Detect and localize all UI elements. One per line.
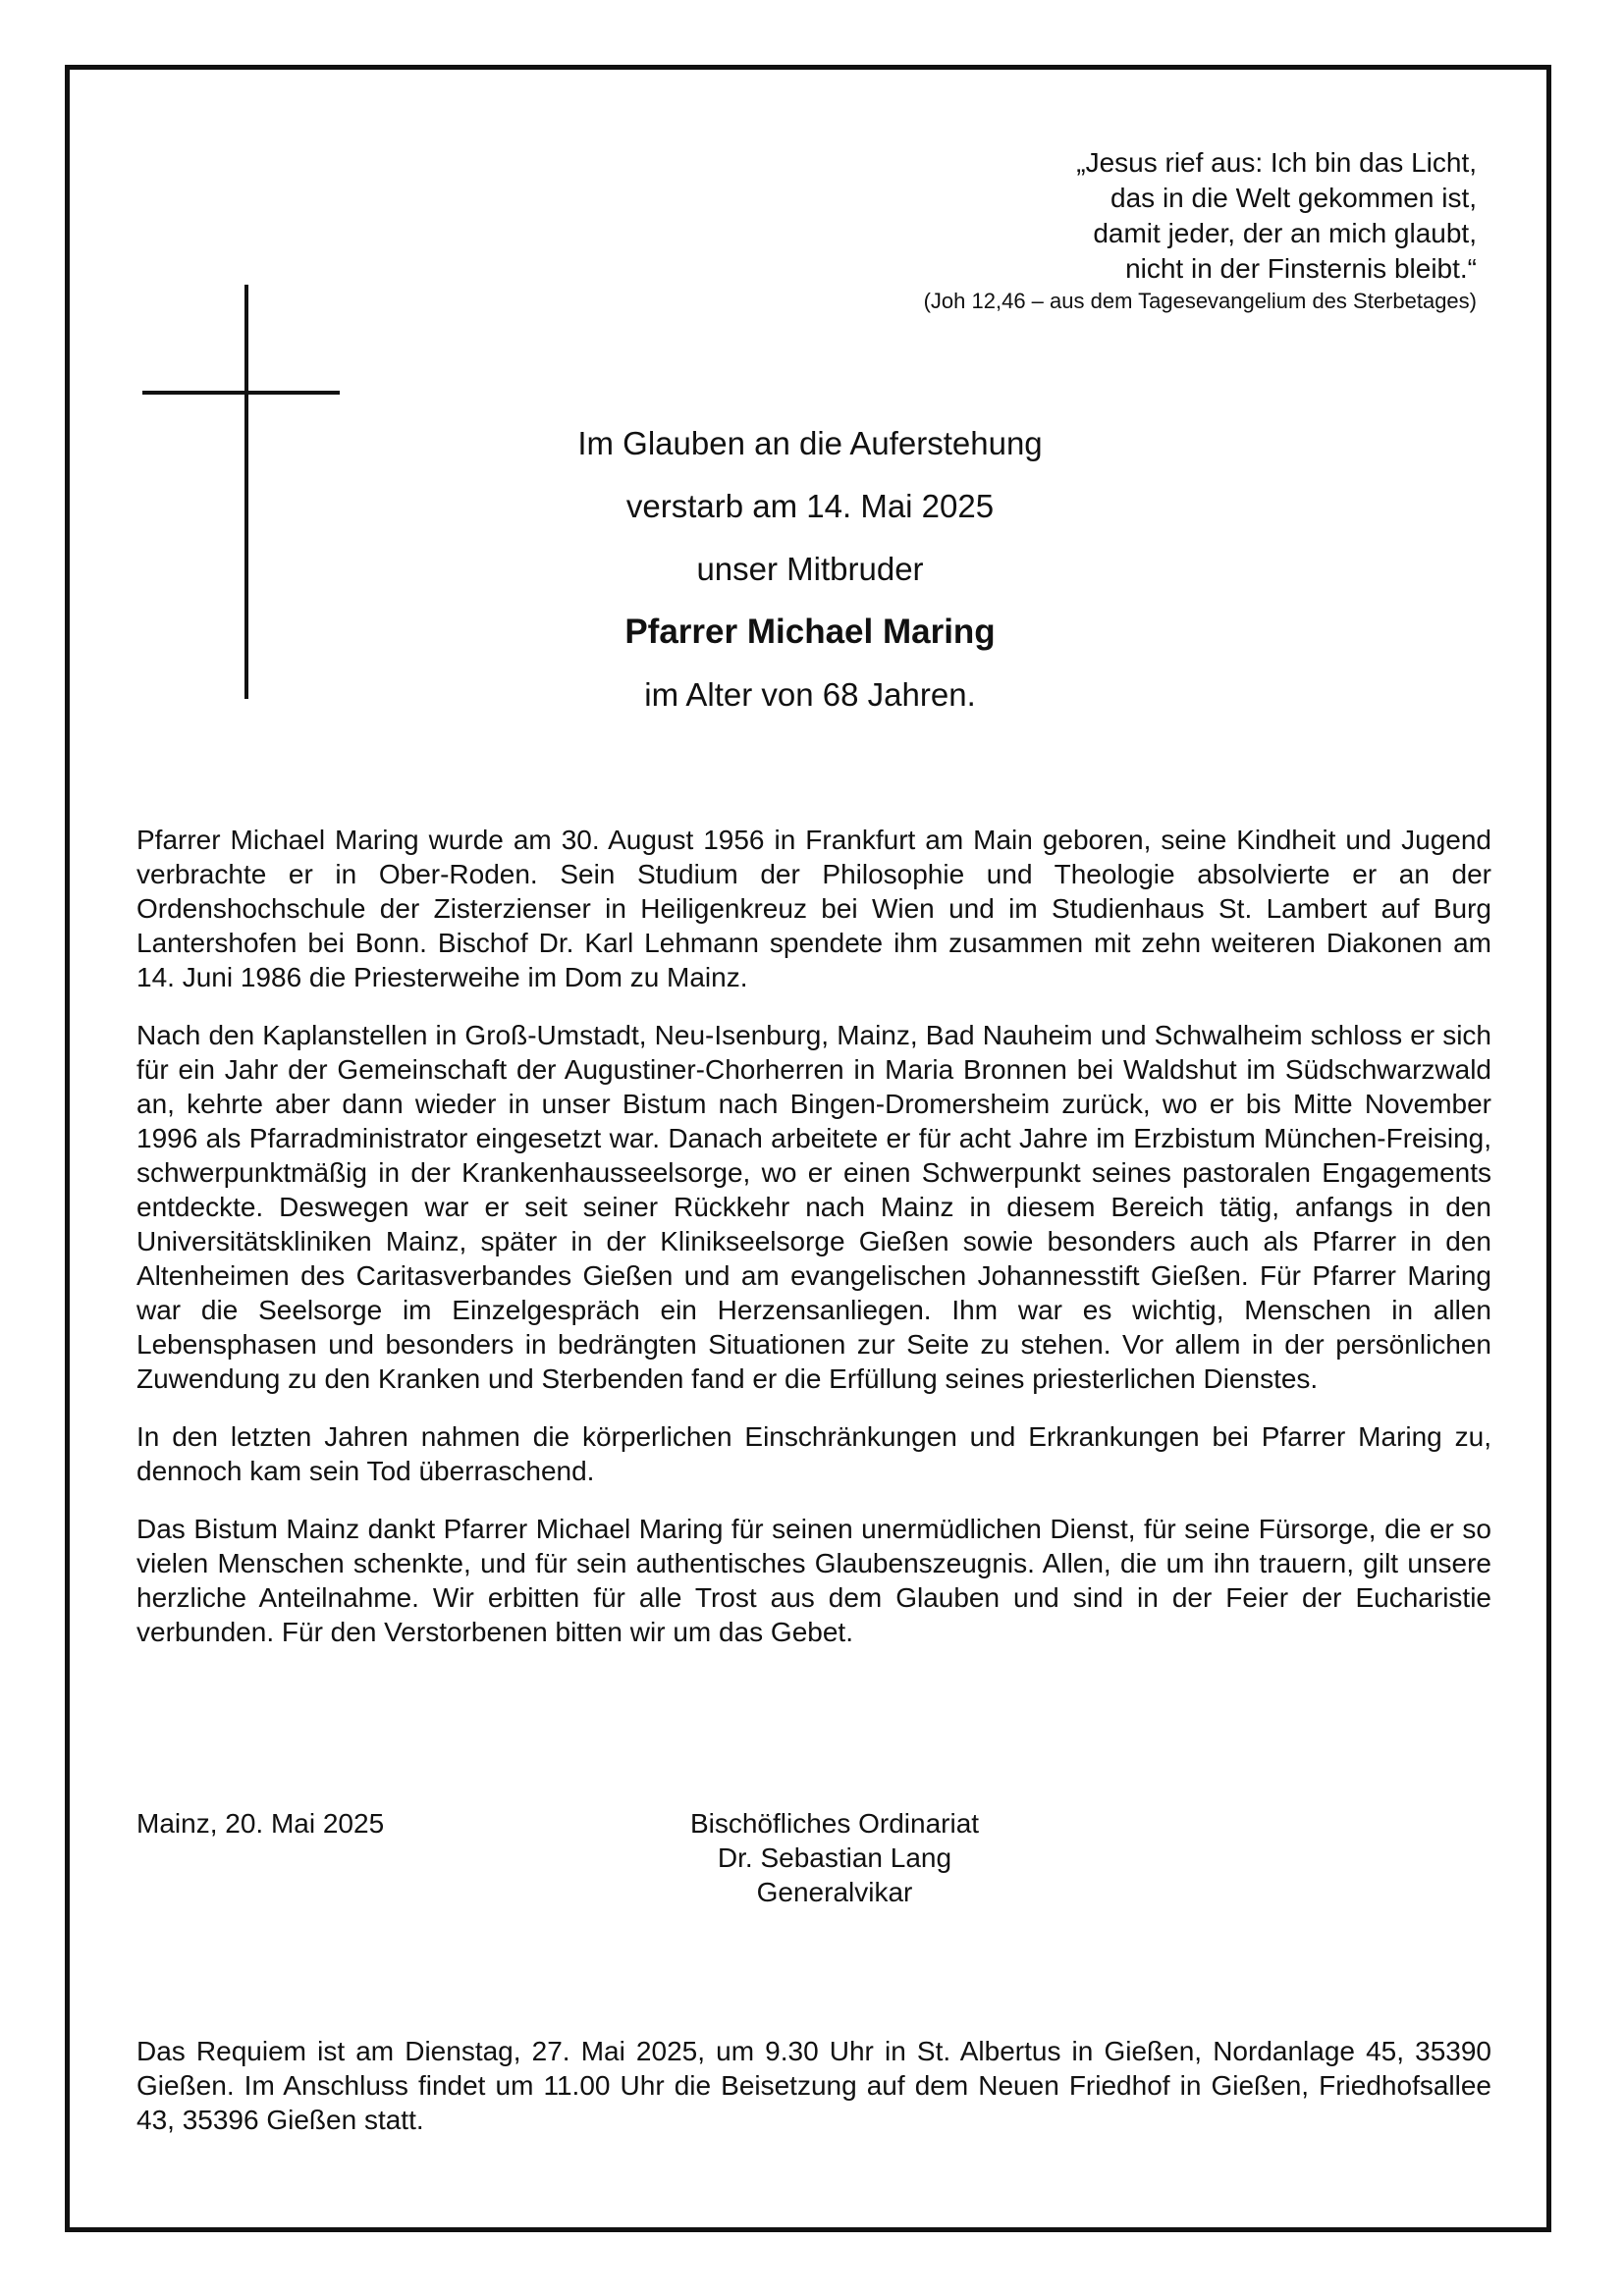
- announcement-line: Im Glauben an die Auferstehung: [577, 425, 1043, 461]
- death-announcement: [393, 412, 1227, 726]
- biography-paragraph: Nach den Kaplanstellen in Groß-Umstadt, Neu-Isenburg, Mainz, Bad Nauheim und Schwalheim schloss er sich für ein Jahr der Gemeinschaft der Augustiner-Chorherren in Maria Bronnen bei Waldshut im Südschwarzwald an, kehrte aber dann wieder in unser Bistum nach Bingen-Dromersheim zurück, wo er bis Mitte November 1996 als Pfarradministrator eingesetzt war. Danach arbeitete er für acht Jahre im Erzbistum München-Freising, schwerpunktmäßig in der Krankenhausseelsorge, wo er einen Schwerpunkt seines pastoralen Engagements entdeckte. Deswegen war er seit seiner Rückkehr nach Mainz in diesem Bereich tätig, anfangs in den Universitätskliniken Mainz, später in der Klinikseelsorge Gießen sowie besonders auch als Pfarrer in den Altenheimen des Caritasverbandes Gießen und am evangelischen Johannesstift Gießen. Für Pfarrer Maring war die Seelsorge im Einzelgespräch ein Herzensanliegen. Ihm war es wichtig, Menschen in allen Lebensphasen und besonders in bedrängten Situationen zur Seite zu stehen. Vor allem in der persönlichen Zuwendung zu den Kranken und Sterbenden fand er die Erfüllung seines priesterlichen Dienstes.: [136, 1020, 1491, 1394]
- cross-icon-vertical: [244, 285, 248, 699]
- quote-line: nicht in der Finsternis bleibt.“: [1125, 253, 1477, 284]
- signature-title: Generalvikar: [756, 1877, 913, 1907]
- signature-block: [628, 1806, 1041, 1909]
- signature-office: Bischöfliches Ordinariat: [689, 1808, 980, 1839]
- place-date: Mainz, 20. Mai 2025: [136, 1808, 385, 1839]
- cross-icon-horizontal: [142, 391, 340, 395]
- biography-paragraph: Pfarrer Michael Maring wurde am 30. August 1956 in Frankfurt am Main geboren, seine Kindheit und Jugend verbrachte er in Ober-Roden. Sein Studium der Philosophie und Theologie absolvierte er an der Ordenshochschule der Zisterzienser in Heiligenkreuz bei Wien und im Studienhaus St. Lambert auf Burg Lantershofen bei Bonn. Bischof Dr. Karl Lehmann spendete ihm zusammen mit zehn weiteren Diakonen am 14. Juni 1986 die Priesterweihe im Dom zu Mainz.: [136, 825, 1491, 992]
- bible-quote: [924, 145, 1477, 316]
- biography-paragraph: In den letzten Jahren nahmen die körperlichen Einschränkungen und Erkrankungen bei Pfarrer Maring zu, dennoch kam sein Tod überraschend.: [136, 1421, 1491, 1486]
- biography: [136, 823, 1491, 1673]
- requiem-notice: Das Requiem ist am Dienstag, 27. Mai 2025, um 9.30 Uhr in St. Albertus in Gießen, Nordanlage 45, 35390 Gießen. Im Anschluss findet um 11.00 Uhr die Beisetzung auf dem Neuen Friedhof in Gießen, Friedhofsallee 43, 35396 Gießen statt.: [136, 2036, 1491, 2135]
- announcement-date: verstarb am 14. Mai 2025: [625, 488, 995, 524]
- biography-paragraph: Das Bistum Mainz dankt Pfarrer Michael Maring für seinen unermüdlichen Dienst, für seine Fürsorge, die er so vielen Menschen schenkte, und für sein authentisches Glaubenszeugnis. Allen, die um ihn trauern, gilt unsere herzliche Anteilnahme. Wir erbitten für alle Trost aus dem Glauben und sind in der Feier der Eucharistie verbunden. Für den Verstorbenen bitten wir um das Gebet.: [136, 1514, 1491, 1647]
- announcement-line: unser Mitbruder: [696, 551, 924, 587]
- announcement-age: im Alter von 68 Jahren.: [644, 676, 976, 713]
- deceased-name: Pfarrer Michael Maring: [624, 613, 996, 651]
- signature-signer: Dr. Sebastian Lang: [717, 1842, 952, 1873]
- quote-source: (Joh 12,46 – aus dem Tagesevangelium des Sterbetages): [923, 289, 1477, 313]
- quote-line: damit jeder, der an mich glaubt,: [1093, 218, 1477, 248]
- quote-line: das in die Welt gekommen ist,: [1110, 183, 1477, 213]
- quote-line: „Jesus rief aus: Ich bin das Licht,: [1076, 147, 1477, 178]
